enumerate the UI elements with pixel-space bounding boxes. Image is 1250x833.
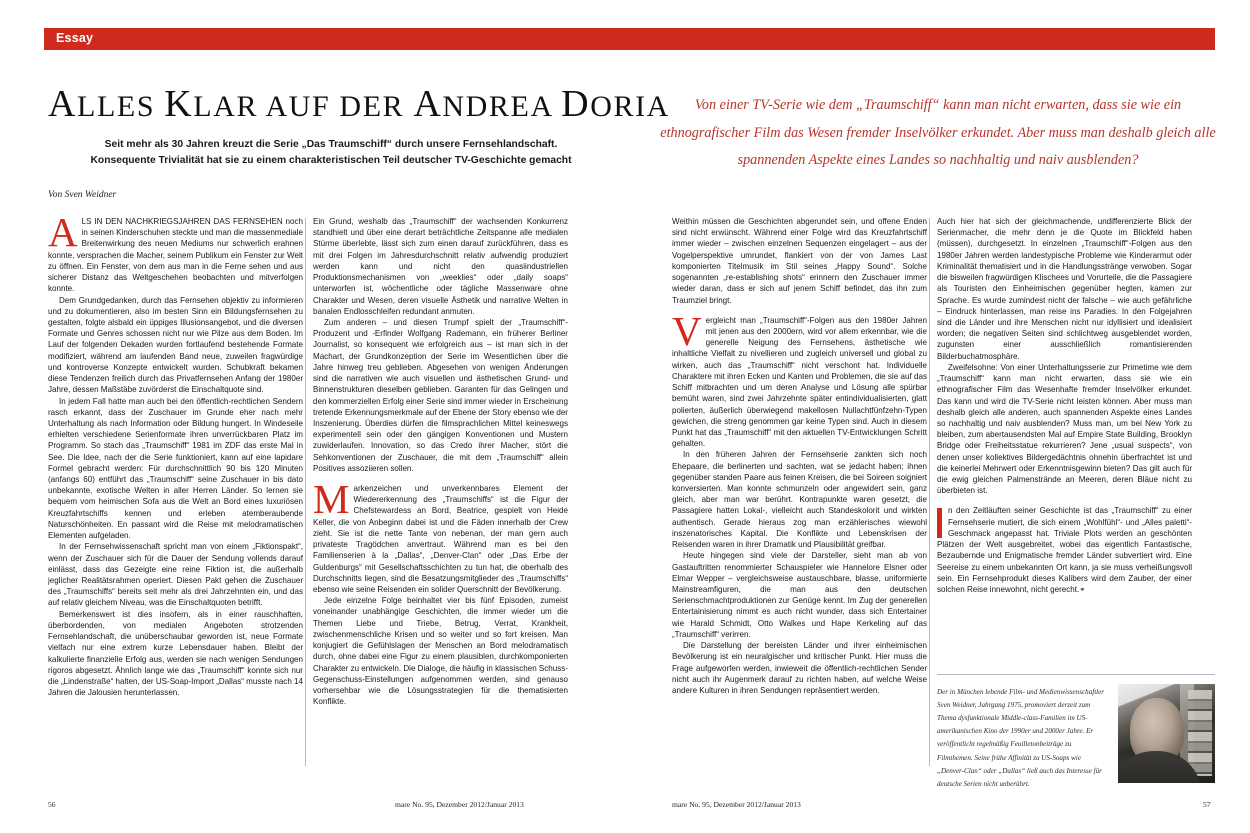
page-number-right: 57 — [1203, 800, 1211, 809]
paragraph-text: In den früheren Jahren der Fernsehserie zankten sich noch Ehepaare, die berlinerten und sachten, wat se jedacht haben; ihnen gegenüber standen Paare aus feinen Kreisen, die bei Soireen soigniert konversierten. Man konnte schmunzeln oder angewidert sein, ganz gleich, aber man war berührt. Kontrapunkte waren gesetzt, die Passagiere hatten Lokal-, vielleicht auch Standeskolorit und wirkten authentisch. Gerade hieraus zog man erzählerisches wiewohl inszenatorisches Kapital. Die Konflikte und Lebenskrisen der Reisenden waren in ihrer Dramatik und Plausibilität greifbar. — [672, 450, 927, 550]
paragraph-text: LS IN DEN NACHKRIEGSJAHREN DAS FERNSEHEN noch in seinen Kinderschuhen steckte und man die massenmediale Breitenwirkung des neuen Mediums nur schwerlich erahnen konnte, versprachen die Macher, seinem Publikum ein Fenster zur Welt zu öffnen. Ein Fenster, von dem aus man in die Ferne sehen und aus sicherer Distanz das Weltgeschehen beobachten und mitverfolgen konnte. — [48, 217, 303, 294]
body-column-4 — [937, 216, 1192, 716]
paragraph-text: Auch hier hat sich der gleichmachende, undifferenzierte Blick der Serienmacher, die mehr denn je die Quote im Blickfeld haben (müssen), durchgesetzt. In einzelnen „Traumschiff“-Folgen aus den 1980er Jahren werden landestypische Probleme wie Kinderarmut oder Kriminalität thematisiert und in die Handlungsstränge verwoben. Sogar die bisweilen fragwürdigen Klischees und Vorurteile, die die Passagiere als Touristen den Einheimischen gegenüber hegten, kamen zur Sprache. Es wurde zumindest nicht der falsche – wie auch gefährliche – Eindruck hinterlassen, man reise ins Paradies. In den Folgejahren sind die Länder und ihre Menschen nicht nur idyllisiert und idealisiert worden; die negativen Seiten sind schlichtweg ausgeblendet worden, zugunsten einer ausschließlich romantisierenden Bilderbuchatmosphäre. — [937, 217, 1192, 361]
paragraph — [48, 209, 303, 295]
paragraph-text: Heute hingegen sind viele der Darsteller, sieht man ab von Gastauftritten renommierter Schauspieler wie Hannelore Elsner oder Elmar Wepper – vergleichsweise austauschbare, blasse, uniformierte Mainstreamfiguren, die man aus den deutschen Serienschmachtproduktionen zur Genüge kennt. Im Zug der generellen Entertainisierung nimmt es auch nicht wunder, dass sich Entertainer wie Harald Schmidt, Otto Walkes und Hape Kerkeling auf das „Traumschiff“ verirren. — [672, 551, 927, 639]
paragraph — [672, 307, 927, 450]
paragraph-text: Weithin müssen die Geschichten abgerundet sein, und offene Enden sind nicht erwünscht. Während einer Folge wird das Kreuzfahrtschiff immer wieder – zwischen einzelnen Sequenzen eingelagert – aus der Vogelperspektive umrundet, flankiert von der von James Last komponierten Titelmusik im Stil seines „Happy Sound“. Solche sogenannten „re-establishing shots“ erinnern den Zuschauer immer wieder daran, dass er sich auf jenem Schiff befindet, das ihn zum Traumziel bringt. — [672, 217, 927, 305]
page-number-left: 56 — [48, 800, 56, 809]
headline-word-1: LLES — [77, 90, 165, 123]
dropcap-a: A — [48, 209, 78, 255]
paragraph — [672, 550, 927, 640]
paragraph — [48, 295, 303, 396]
body-column-2 — [313, 216, 568, 776]
paragraph — [672, 640, 927, 696]
dropcap-m: M — [313, 476, 350, 523]
column-divider-left — [305, 218, 306, 766]
paragraph-text: Dem Grundgedanken, durch das Fernsehen objektiv zu informieren und zu dokumentieren, also im besten Sinn ein Bildungsfernsehen zu gestalten, folgte alsbald ein üppiges Illusionsangebot, und die diversen Formate und Genres schossen nicht nur wie Pilze aus dem Boden. Im Lauf der folgenden Dekaden wurden fortlaufend bestehende Formate modifiziert, während am laufenden Band neue, zuweilen fragwürdige und kontroverse Konzepte entwickelt wurden. Schubkraft bekamen diese Tendenzen freilich durch das Privatfernsehen Anfang der 1980er Jahre, dessen Maßstäbe zuvörderst die Einschaltquote sind. — [48, 295, 303, 395]
paragraph — [672, 216, 927, 306]
section-kicker-label: Essay — [56, 31, 94, 45]
author-portrait-photo — [1118, 684, 1215, 783]
paragraph-text: n den Zeitläuften seiner Geschichte ist das „Traumschiff“ zu einer Fernsehserie mutiert, die sich einem „Wohlfühl“- und „Alles paletti“-Geschmack angepasst hat. Triviale Plots werden an geschönten Plätzen der Welt ausgebreitet, wobei das eigentlich Fantastische, Bezaubernde und Enigmatische fremder Länder subvertiert wird. Eine Seereise zu einem unbekannten Ort kann, ja sie muss verheißungsvoll sein. Ein Fernsehprodukt dieses Kalibers wird dem Zauber, der einer solchen Reise innewohnt, nicht gerecht. — [937, 506, 1192, 594]
paragraph — [48, 396, 303, 542]
dropcap-v: V — [672, 307, 702, 354]
paragraph — [313, 595, 568, 707]
headline-word-4: ORIA — [590, 90, 670, 123]
author-bio-text: Der in München lebende Film- und Medienwissenschaftler Sven Weidner, Jahrgang 1975, promoviert derzeit zum Thema dysfunktionale Middle-class-Familien im US-amerikanischen Kino der 1990er und 2000er Jahre. Er veröffentlicht regelmäßig Feuilletonbeiträge zu Filmthemen. Seine frühe Affinität zu US-Soaps wie „Denver-Clan“ oder „Dallas“ ließ auch das Interesse für deutsche Serien nicht unberührt. — [937, 688, 1105, 788]
paragraph — [313, 476, 568, 595]
headline-word-3: NDREA — [442, 90, 562, 123]
page-title — [48, 82, 670, 126]
headline-word-2: LAR AUF DER — [193, 90, 414, 123]
imprint-right: mare No. 95, Dezember 2012/Januar 2013 — [672, 800, 801, 809]
body-column-1 — [48, 209, 303, 776]
paragraph — [937, 216, 1192, 362]
bio-divider — [937, 674, 1215, 675]
paragraph — [313, 216, 568, 317]
body-column-3 — [672, 216, 927, 776]
headline-cap-a2: A — [413, 83, 443, 125]
paragraph — [48, 541, 303, 608]
section-banner — [44, 28, 1215, 50]
paragraph-text: Zum anderen – und diesen Trumpf spielt der „Traumschiff“-Produzent und -Erfinder Wolfgang Rademann, ein früherer Berliner Journalist, so konsequent wie erfolgreich aus – ist man sich in der Machart, der Grundkonzeption der Serie im Wesentlichen über die Jahre hinweg treu geblieben. Abgesehen von wenigen Änderungen sind die narrativen wie auch visuellen und ästhetischen Grund- und Binnenstrukturen dieselben geblieben. Garanten für das Gelingen und den kommerziellen Erfolg einer Serie sind immer wieder in Erscheinung tretende Erkennungsmerkmale auf der Ebene der Story ebenso wie der Inszenierung. Überdies dürfen die filmsprachlichen Mittel keineswegs experimentell sein oder den gängigen Konventionen und Mustern zuwiderlaufen. Innovation, so das Credo ihrer Macher, stört die Sehkonventionen der Zuschauer, die mit dem „Traumschiff“ allein Positives assoziieren sollen. — [313, 317, 568, 473]
headline-block — [48, 82, 670, 169]
paragraph-text: Jede einzelne Folge beinhaltet vier bis fünf Episoden, zumeist voneinander unabhängige Geschichten, die immer wieder um die Themen Liebe und Triebe, Betrug, Verrat, Krankheit, zwischenmenschliche Krisen und so weiter und so fort kreisen. Man konjugiert die Gefühlslagen der Menschen an Bord melodramatisch durch, ohne dabei eine Figur zu einem plausiblen, durchkomponierten Charakter zu entwickeln. Die Dialoge, die häufig in klassischen Schuss-Gegenschuss-Einstellungen aufgenommen werden, sind genauso vorhersehbar wie die Lösungsstrategien für die thematisierten Konflikte. — [313, 596, 568, 707]
author-byline: Von Sven Weidner — [48, 190, 117, 200]
paragraph-text: In der Fernsehwissenschaft spricht man von einem „Fiktionspakt“, wenn der Zuschauer sich für die Dauer der Sendung vollends darauf einlässt, dass das Gezeigte eine reine Fiktion ist, die außerhalb jeglicher Realitätsrahmen operiert. Diesen Pakt gehen die Zuschauer des „Traumschiffs“ bereits seit mehr als drei Jahrzehnten ein, und das auf relativ gleichem Niveau, was die Einschaltquoten betrifft. — [48, 542, 303, 608]
column-divider-right — [929, 218, 930, 766]
paragraph-text: In jedem Fall hatte man auch bei den öffentlich-rechtlichen Sendern rasch erkannt, dass der Zuschauer im Grunde eher nach mehr Unterhaltung als nach Information oder Bildung hungert. In Windeseile erhielten verschiedene Serienformate ihren unverrückbaren Platz im Programm. So stach das „Traumschiff“ 1981 im ZDF das erste Mal in See. Die Idee, nach der die Serie funktioniert, kann auf eine lapidare Formel gebracht werden: Für durchschnittlich 90 bis 120 Minuten (anfangs 60) entführt das „Traumschiff“ seine Zuschauer in bis dato unbekannte, exotische Welten in aller Herren Länder. So lernen sie bequem vom heimischen Sofa aus die Welt an Bord eines luxuriösen Kreuzfahrtschiffs kennen und erleben atemberaubende Naturschönheiten. En passant wird die Reise mit melodramatischen Elementen aufgeladen. — [48, 396, 303, 541]
paragraph — [313, 317, 568, 474]
imprint-left: mare No. 95, Dezember 2012/Januar 2013 — [395, 800, 524, 809]
paragraph — [672, 449, 927, 550]
headline-cap-d: D — [561, 83, 591, 125]
paragraph — [48, 609, 303, 699]
subhead-line-1: Seit mehr als 30 Jahren kreuzt die Serie „Das Traumschiff“ durch unsere Fernsehlandschaft. — [104, 139, 558, 150]
paragraph-text: Ein Grund, weshalb das „Traumschiff“ der wachsenden Konkurrenz standhielt und über eine derart beträchtliche Zeitspanne alle medialen Stürme überlebte, lässt sich zum einen darauf zurückführen, dass es mit drei Folgen im Jahresdurchschnitt relativ aufwendig produziert werden kann und nicht den quasiindustriellen Produktionsmechanismen von „weeklies“ oder „daily soaps“ unterworfen ist, wöchentliche oder tägliche Massenware ohne Charakter und Wesen, deren visuelle Ästhetik und narrative Welten in banalen Endlosschleifen redundant anmuten. — [313, 217, 568, 316]
paragraph — [937, 362, 1192, 497]
paragraph-text: Die Darstellung der bereisten Länder und ihrer einheimischen Bevölkerung ist ein neuralgischer und kritischer Punkt. Hier muss die Frage aufgeworfen werden, inwieweit die öffentlich-rechtlichen Sender nicht auch ihr Augenmerk darauf zu richten haben, auf welche Weise andere Kulturen in ihren Sendungen repräsentiert werden. — [672, 641, 927, 695]
paragraph-text: ergleicht man „Traumschiff“-Folgen aus den 1980er Jahren mit jenen aus den 2000ern, wird vor allem erkennbar, wie die generelle Neigung des Fernsehens, ästhetische wie inhaltliche Vielfalt zu nivellieren und zugleich universell und global zu wirken, auch das „Traumschiff“ nicht verschont hat. Individuelle Charaktere mit ihren Ecken und Kanten und Problemen, die sie auf das Schiff mitbrachten und um deren Analyse und Lösung alle spürbar bemüht waren, sind zwei Jahrzehnte später entindividualisierten, glatt polierten, äußerlich überwiegend makellosen Nullachtfünfzehn-Typen gewichen, die streng genommen gar keine Typen sind. Auch in diesem Punkt hat das „Traumschiff“ mit den aktuellen TV-Entwicklungen Schritt gehalten. — [672, 315, 927, 449]
pull-quote: Von einer TV-Serie wie dem „Traumschiff“ kann man nicht erwarten, dass sie wie ein ethnografischer Film das Wesen fremder Inselvölker erkundet. Aber muss man deshalb gleich alle spannenden Aspekte eines Landes so nachhaltig und naiv ausblenden? — [660, 97, 1216, 169]
headline-cap-a1: A — [48, 83, 78, 125]
end-mark-icon: ⚭ — [1079, 585, 1086, 594]
paragraph-text: arkenzeichen und unverkennbares Element der Wiedererkennung des „Traumschiffs“ ist die Figur der Chefstewardess an Bord, Beatrice, gespielt von Heide Keller, die von Anbeginn dabei ist und die Fäden innerhalb der Crew zieht. Sie ist die nette Tante von nebenan, der man gern auch privateste Tragödchen anvertraut. Während man es bei den Familienserien à la „Dallas“, „Denver-Clan“ oder „Das Erbe der Guldenburgs“ mit Gesellschaftsschichten zu tun hat, die oberhalb des Durchschnitts liegen, sind die Besatzungsmitglieder des „Traumschiffs“ ebenso wie seine Reisenden ein solider Querschnitt der Bevölkerung. — [313, 484, 568, 594]
paragraph-text: Zweifelsohne: Von einer Unterhaltungsserie zur Primetime wie dem „Traumschiff“ kann man nicht erwarten, dass sie wie ein ethnografischer Film das Wesenhafte fremder Inselvölker erkundet. Das kann und wird die TV-Serie nicht leisten können. Aber muss man deshalb gleich alle anderen, auch spannenden Aspekte eines Landes so nachhaltig und naiv ausblenden? Muss man, um bei New York zu bleiben, zum abertausendsten Mal auf Empire State Building, Brooklyn Bridge oder Freiheitsstatue rekurrieren? Jene „usual suspects“, von denen unser kollektives Bildergedächtnis ohnehin überfrachtet ist und die keinerlei Mehrwert oder Erkenntnisgewinn bieten? Das gilt auch für die ewig gleichen Palmenstrände an Meeren, deren Bläue nicht zu überbieten ist. — [937, 362, 1192, 496]
portrait-bookshelf — [1188, 690, 1212, 776]
dropcap-i — [937, 508, 942, 538]
paragraph-text: Bemerkenswert ist dies insofern, als in einer rauschhaften, überbordenden, von medialen Angeboten strotzenden Fernsehlandschaft, die unüberschaubar geworden ist, neue Formate vielfach nur eine extrem kurze Lebensdauer haben. Bleibt der kalkulierte finanzielle Erfolg aus, werden sie nach wenigen Sendungen rigoros abgesetzt. Ähnlich lange wie das „Traumschiff“ konnte sich nur die „Lindenstraße“ halten, der US-Soap-Import „Dallas“ musste nach 14 Jahren die Jalousien herunterlassen. — [48, 609, 303, 698]
subhead-line-2: Konsequente Trivialität hat sie zu einem charakteristischen Teil deutscher TV-Geschichte gemacht — [90, 154, 572, 166]
paragraph — [937, 505, 1192, 595]
headline-cap-k: K — [164, 83, 194, 125]
